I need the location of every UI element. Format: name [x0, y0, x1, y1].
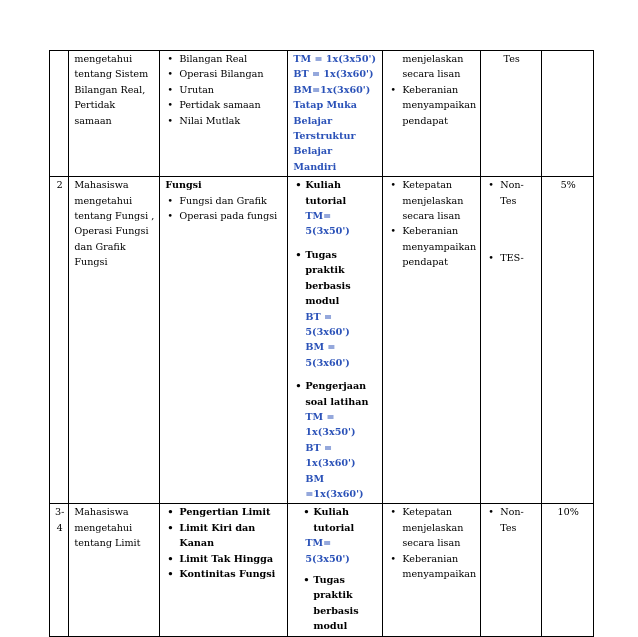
- week-cell: [50, 51, 69, 177]
- indikator-list: [486, 178, 537, 209]
- list-item: [301, 573, 378, 635]
- metode-cell: [383, 177, 481, 504]
- materi-list: [165, 194, 283, 225]
- bentuk-line: Tatap Muka: [293, 100, 357, 112]
- bentuk-list: [293, 573, 378, 635]
- list-item: [301, 505, 378, 536]
- list-item: • Keberanian menyampaikan pendapat: [388, 83, 476, 129]
- bentuk-group-title: Tugas praktik berbasis modul: [305, 249, 351, 308]
- metode-text: menjelaskan secara lisan: [402, 54, 464, 81]
- metode-cell: [383, 504, 481, 636]
- bentuk-line: TM = 1x(3x50'): [293, 54, 376, 65]
- week-cell: 3-4: [50, 504, 69, 636]
- bentuk-list: [293, 178, 378, 240]
- list-item: • Operasi Bilangan: [165, 67, 283, 82]
- materi-list: [165, 52, 283, 129]
- list-item: • Limit Tak Hingga: [165, 552, 283, 567]
- list-item: • Pertidak samaan: [165, 98, 283, 113]
- materi-cell: [160, 51, 288, 177]
- week-cell: 2: [50, 177, 69, 504]
- indikator-list: [486, 505, 537, 536]
- bentuk-line: BT = 1x(3x60'): [293, 69, 374, 81]
- list-item: • Keberanian menyampaikan pendapat: [388, 224, 476, 270]
- bentuk-line: BT = 1x(3x60'): [305, 442, 356, 470]
- cpmk-cell: Mahasiswa mengetahui tentang Limit: [69, 504, 160, 636]
- bobot-cell: [542, 51, 594, 177]
- metode-list: [388, 505, 476, 582]
- bentuk-cell: [288, 177, 383, 504]
- metode-list: [388, 178, 476, 270]
- list-item: • Keberanian menyampaikan: [388, 552, 476, 583]
- list-item: • Operasi pada fungsi: [165, 209, 283, 224]
- materi-cell: [160, 177, 288, 504]
- list-item: • Kontinitas Fungsi: [165, 567, 283, 582]
- list-item: • Pengertian Limit: [165, 505, 283, 520]
- bentuk-line: Belajar Mandiri: [293, 146, 337, 173]
- list-item: • Fungsi dan Grafik: [165, 194, 283, 209]
- table-row: [50, 504, 594, 636]
- cpmk-cell: mengetahui tentang Sistem Bilangan Real, Pertidak samaan: [69, 51, 160, 177]
- indikator-list: [486, 251, 537, 266]
- indikator-cell: [481, 177, 542, 504]
- bentuk-line: BM = 5(3x60'): [305, 342, 350, 369]
- bentuk-line: BM=1x(3x60'): [293, 84, 371, 96]
- bentuk-list: [293, 248, 378, 371]
- bobot-cell: 10%: [542, 504, 594, 636]
- table-row: [50, 51, 594, 177]
- bentuk-group-title: Kuliah tutorial: [313, 507, 355, 534]
- list-item: • Non-Tes: [486, 178, 537, 209]
- metode-cell: [383, 51, 481, 177]
- list-item: • Bilangan Real: [165, 52, 283, 67]
- list-item: • Ketepatan menjelaskan secara lisan: [388, 178, 476, 224]
- materi-cell: [160, 504, 288, 636]
- bentuk-group-title: Tugas praktik berbasis modul: [313, 575, 359, 633]
- bentuk-list: [293, 379, 378, 502]
- rps-table: [49, 50, 594, 637]
- list-item: [293, 379, 378, 502]
- bentuk-cell: [288, 51, 383, 177]
- indikator-cell: Tes: [481, 51, 542, 177]
- cpmk-cell: Mahasiswa mengetahui tentang Fungsi , Operasi Fungsi dan Grafik Fungsi: [69, 177, 160, 504]
- list-item: • TES-: [486, 251, 537, 266]
- bentuk-group-title: Pengerjaan soal latihan: [305, 381, 369, 408]
- bentuk-line: TM= 5(3x50'): [305, 211, 350, 238]
- list-item: • Non-Tes: [486, 505, 537, 536]
- bobot-cell: 5%: [542, 177, 594, 504]
- metode-list: [388, 83, 476, 129]
- bentuk-line: BM =1x(3x60'): [305, 473, 364, 500]
- table-row: [50, 177, 594, 504]
- bentuk-line: TM = 1x(3x50'): [305, 411, 356, 439]
- indikator-cell: [481, 504, 542, 636]
- list-item: [293, 178, 378, 240]
- bentuk-line: TM= 5(3x50'): [305, 538, 350, 565]
- list-item: • Urutan: [165, 83, 283, 98]
- list-item: • Limit Kiri dan Kanan: [165, 521, 283, 552]
- materi-title: Fungsi: [165, 180, 202, 192]
- bentuk-list: [293, 505, 378, 536]
- bentuk-line: Belajar Terstruktur: [293, 115, 356, 143]
- materi-list: [165, 505, 283, 582]
- bentuk-cell: [288, 504, 383, 636]
- list-item: • Nilai Mutlak: [165, 114, 283, 129]
- list-item: • Ketepatan menjelaskan secara lisan: [388, 505, 476, 551]
- bentuk-group-title: Kuliah tutorial: [305, 180, 347, 207]
- bentuk-line: BT = 5(3x60'): [305, 311, 350, 338]
- list-item: [293, 248, 378, 371]
